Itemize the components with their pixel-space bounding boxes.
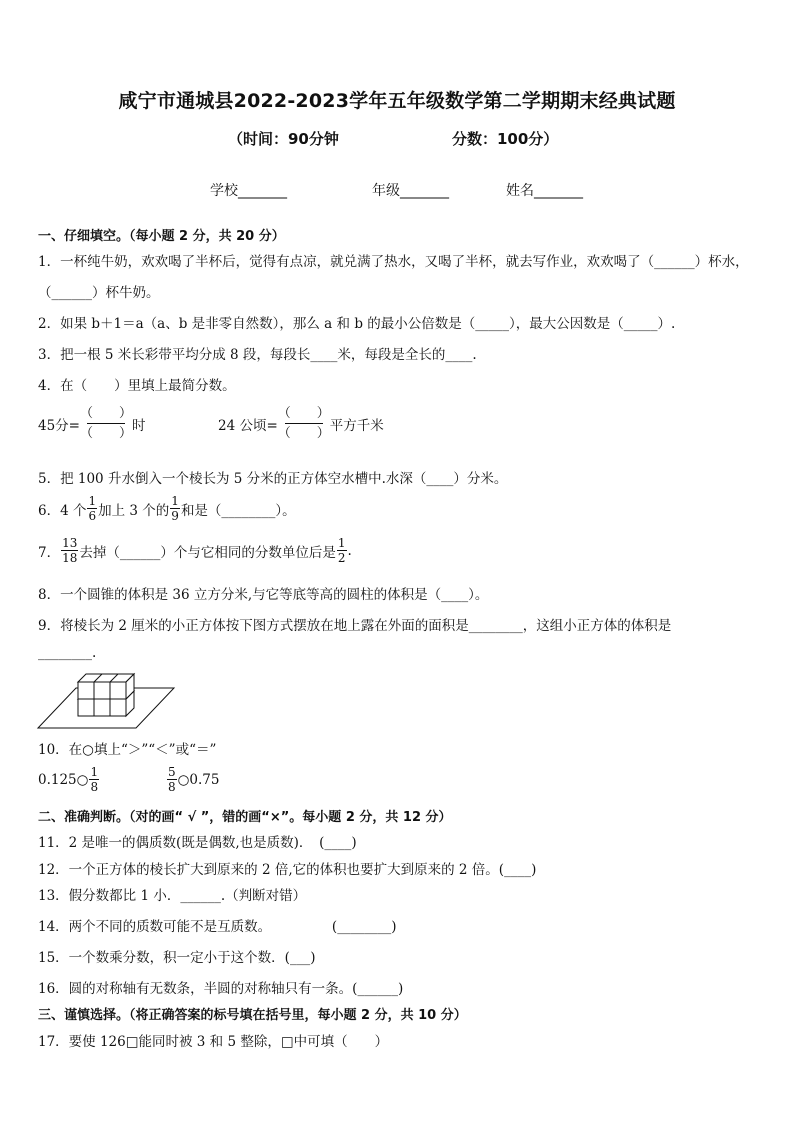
q10-b-fraction: $\frac{5}{8}$ bbox=[168, 765, 176, 794]
q4-b-numerator-blank: （ ） bbox=[277, 406, 330, 421]
question-7 bbox=[38, 537, 352, 564]
question-2: 2．如果 b＋1＝a（a、b 是非零自然数），那么 a 和 b 的最小公倍数是（_____），最大公因数是（_____）. bbox=[38, 316, 676, 332]
q4-b-denominator-blank: （ ） bbox=[277, 426, 330, 441]
q4-b-right-text: 平方千米 bbox=[329, 417, 384, 434]
q4-a-fraction-blank bbox=[80, 406, 132, 441]
q4-b-fraction-blank bbox=[278, 406, 330, 441]
question-16: 16．圆的对称轴有无数条，半圆的对称轴只有一条。(______) bbox=[38, 981, 404, 997]
q10-a-fraction: $\frac{1}{8}$ bbox=[90, 765, 99, 794]
question-14: 14．两个不同的质数可能不是互质数。 (________) bbox=[38, 919, 397, 935]
question-1-line-2: （______）杯牛奶。 bbox=[38, 285, 160, 301]
question-4-part-b bbox=[218, 406, 384, 441]
q6-text-b: 加上 3 个的 bbox=[98, 502, 170, 519]
question-9-line-1: 9．将棱长为 2 厘米的小正方体按下图方式摆放在地上露在外面的面积是________，这组小正方体的体积是 bbox=[38, 618, 672, 634]
q4-a-left-text: 45分= bbox=[38, 417, 80, 434]
q4-a-numerator-blank: （ ） bbox=[80, 406, 133, 421]
q4-b-left-text: 24 公顷= bbox=[218, 417, 278, 434]
q4-a-right-text: 时 bbox=[132, 417, 146, 434]
grade-field: 年级_______ bbox=[372, 183, 449, 199]
question-4: 4．在（ ）里填上最简分数。 bbox=[38, 378, 236, 394]
question-5: 5．把 100 升水倒入一个棱长为 5 分米的正方体空水槽中.水深（____）分米。 bbox=[38, 471, 508, 487]
section-2-heading: 二、准确判断。（对的画“ √ ”，错的画“×”。每小题 2 分，共 12 分） bbox=[38, 810, 452, 825]
q7-fraction-one-half: $\frac{1}{2}$ bbox=[337, 536, 346, 565]
question-10: 10．在○填上“＞”“＜”或“＝” bbox=[38, 742, 217, 758]
question-11: 11．2 是唯一的偶质数(既是偶数,也是质数)． (____) bbox=[38, 835, 357, 851]
q7-text-a: 7． bbox=[38, 544, 61, 561]
section-1-heading: 一、仔细填空。（每小题 2 分，共 20 分） bbox=[38, 229, 285, 244]
question-13: 13．假分数都比 1 小．______.（判断对错） bbox=[38, 888, 307, 904]
question-6 bbox=[38, 495, 296, 522]
question-3: 3．把一根 5 米长彩带平均分成 8 段，每段长____米，每段是全长的____. bbox=[38, 347, 477, 363]
time-limit: （时间：90分钟 bbox=[228, 130, 339, 148]
q7-fraction-13-18: $\frac{13}{18}$ bbox=[62, 536, 78, 565]
q9-cube-figure bbox=[36, 666, 176, 732]
q4-a-denominator-blank: （ ） bbox=[80, 426, 133, 441]
question-15: 15．一个数乘分数，积一定小于这个数．(___) bbox=[38, 950, 316, 966]
name-field: 姓名_______ bbox=[506, 183, 583, 199]
q7-text-b: 去掉（______）个与它相同的分数单位后是 bbox=[79, 544, 336, 561]
question-17: 17．要使 126□能同时被 3 和 5 整除，□中可填（ ） bbox=[38, 1034, 389, 1050]
q7-text-c: . bbox=[347, 542, 352, 559]
question-1-line-1: 1．一杯纯牛奶，欢欢喝了半杯后，觉得有点凉，就兑满了热水，又喝了半杯，就去写作业，欢欢喝了（______）杯水， bbox=[38, 254, 749, 270]
q10-a-text: 0.125○ bbox=[38, 771, 89, 788]
total-score: 分数：100分） bbox=[452, 130, 559, 148]
question-10-part-a bbox=[38, 766, 100, 793]
q10-b-text: ○0.75 bbox=[177, 771, 220, 788]
question-8: 8．一个圆锥的体积是 36 立方分米,与它等底等高的圆柱的体积是（____）。 bbox=[38, 587, 489, 603]
q6-text-c: 和是（________）。 bbox=[180, 502, 296, 519]
question-10-part-b bbox=[166, 766, 219, 793]
q6-fraction-one-ninth: $\frac{1}{9}$ bbox=[171, 494, 179, 523]
question-4-part-a bbox=[38, 406, 146, 441]
question-12: 12．一个正方体的棱长扩大到原来的 2 倍,它的体积也要扩大到原来的 2 倍。(____) bbox=[38, 862, 537, 878]
section-3-heading: 三、谨慎选择。（将正确答案的标号填在括号里，每小题 2 分，共 10 分） bbox=[38, 1008, 467, 1023]
question-9-line-2: ________. bbox=[38, 645, 97, 661]
page-title: 咸宁市通城县2022-2023学年五年级数学第二学期期末经典试题 bbox=[118, 90, 676, 112]
q6-text-a: 6．4 个 bbox=[38, 502, 87, 519]
q6-fraction-one-sixth: $\frac{1}{6}$ bbox=[88, 494, 97, 523]
school-field: 学校_______ bbox=[210, 183, 287, 199]
